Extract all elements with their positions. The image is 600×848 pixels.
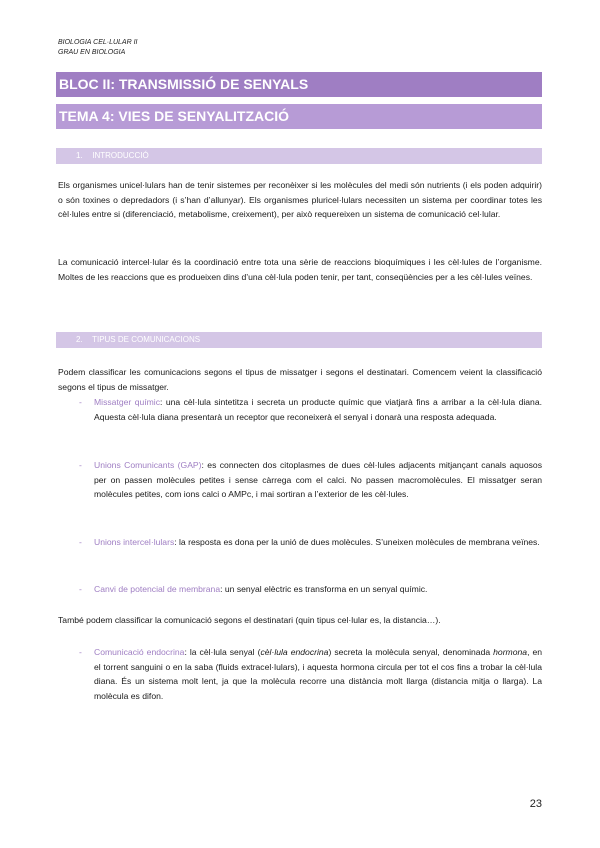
section-heading-intro	[56, 148, 542, 164]
term: Canvi de potencial de membrana	[94, 584, 221, 594]
list-bullet: -	[79, 397, 82, 407]
header-degree: GRAU EN BIOLOGIA	[58, 49, 126, 56]
list-bullet: -	[79, 584, 82, 594]
section-title: TIPUS DE COMUNICACIONS	[92, 335, 201, 344]
bloc-title: BLOC II: TRANSMISSIÓ DE SENYALS	[56, 72, 542, 97]
term: Unions intercel·lulars	[94, 537, 175, 547]
list-item-intercellular-junctions: Unions intercel·lulars: la resposta es dona per la unió de dues molècules. S’uneixen molècules de membrana veïnes.	[94, 537, 540, 547]
destination-intro-paragraph: També podem classificar la comunicació segons el destinatari (quin tipus cel·lular es, la distancia…).	[58, 615, 441, 625]
section-number: 1.	[76, 151, 83, 160]
list-bullet: -	[79, 460, 82, 470]
header-course: BIOLOGIA CEL·LULAR II	[58, 39, 138, 46]
types-intro-paragraph: Podem classificar les comunicacions segons el tipus de missatger i segons el destinatari. Comencem veient la classificació segons el tipus de missatger.	[58, 367, 542, 392]
term: Missatger químic	[94, 397, 161, 407]
tema-title: TEMA 4: VIES DE SENYALITZACIÓ	[56, 104, 542, 129]
list-item-membrane-potential: Canvi de potencial de membrana: un senyal elèctric es transforma en un senyal químic.	[94, 584, 428, 594]
term: Unions Comunicants (GAP)	[94, 460, 202, 470]
list-item-endocrine: Comunicació endocrina: la cèl·lula senyal (cèl·lula endocrina) secreta la molècula senyal, denominada hormona, en el torrent sanguini o en la saba (fluids extracel·lulars), i aquesta hormona circula per tot el cos fins a trobar la cèl·lula diana. És un sistema molt lent, ja que la molècula recorre una distància molt llarga (distancia mitja o llarga). La molècula es difon.	[94, 647, 543, 701]
list-bullet: -	[79, 537, 82, 547]
section-title: INTRODUCCIÓ	[92, 151, 149, 160]
list-item-chemical-messenger: Missatger químic: una cèl·lula sintetitza i secreta un producte químic que viatjarà fins a arribar a la cèl·lula diana. Aquesta cèl·lula diana presentarà un receptor que reconeixerà el senyal i donarà una resposta adequada.	[94, 397, 542, 422]
section-heading-types	[56, 332, 542, 348]
list-bullet: -	[79, 647, 82, 657]
intro-paragraph-2: La comunicació intercel·lular és la coordinació entre tota una sèrie de reaccions bioquímiques i les cèl·lules de l’organisme. Moltes de les reaccions que es produeixen dins d’una cèl·lula poden tenir, per tant, conseqüències per a les cèl·lules veïnes.	[58, 257, 542, 282]
list-item-gap-junctions: Unions Comunicants (GAP): es connecten dos citoplasmes de dues cèl·lules adjacents mitjançant canals aquosos per on passen molècules petites i sense càrrega com el calci. No passen macromolècules. El missatger seran molècules petites, com ions calci o AMPc, i mai sortiran a l’exterior de les cèl·lules.	[94, 460, 542, 499]
section-number: 2.	[76, 335, 83, 344]
page-number: 23	[529, 798, 542, 810]
term: Comunicació endocrina	[94, 647, 185, 657]
intro-paragraph-1: Els organismes unicel·lulars han de tenir sistemes per reconèixer si les molècules del medi són nutrients (i els poden adquirir) o són toxines o depredadors (i s’han d’allunyar). Els organismes pluricel·lulars necessiten un sistema per coordinar totes les cèl·lules entre si (diferenciació, metabolisme, creixement), per això requereixen un sistema de comunicació cel·lular.	[58, 180, 542, 219]
